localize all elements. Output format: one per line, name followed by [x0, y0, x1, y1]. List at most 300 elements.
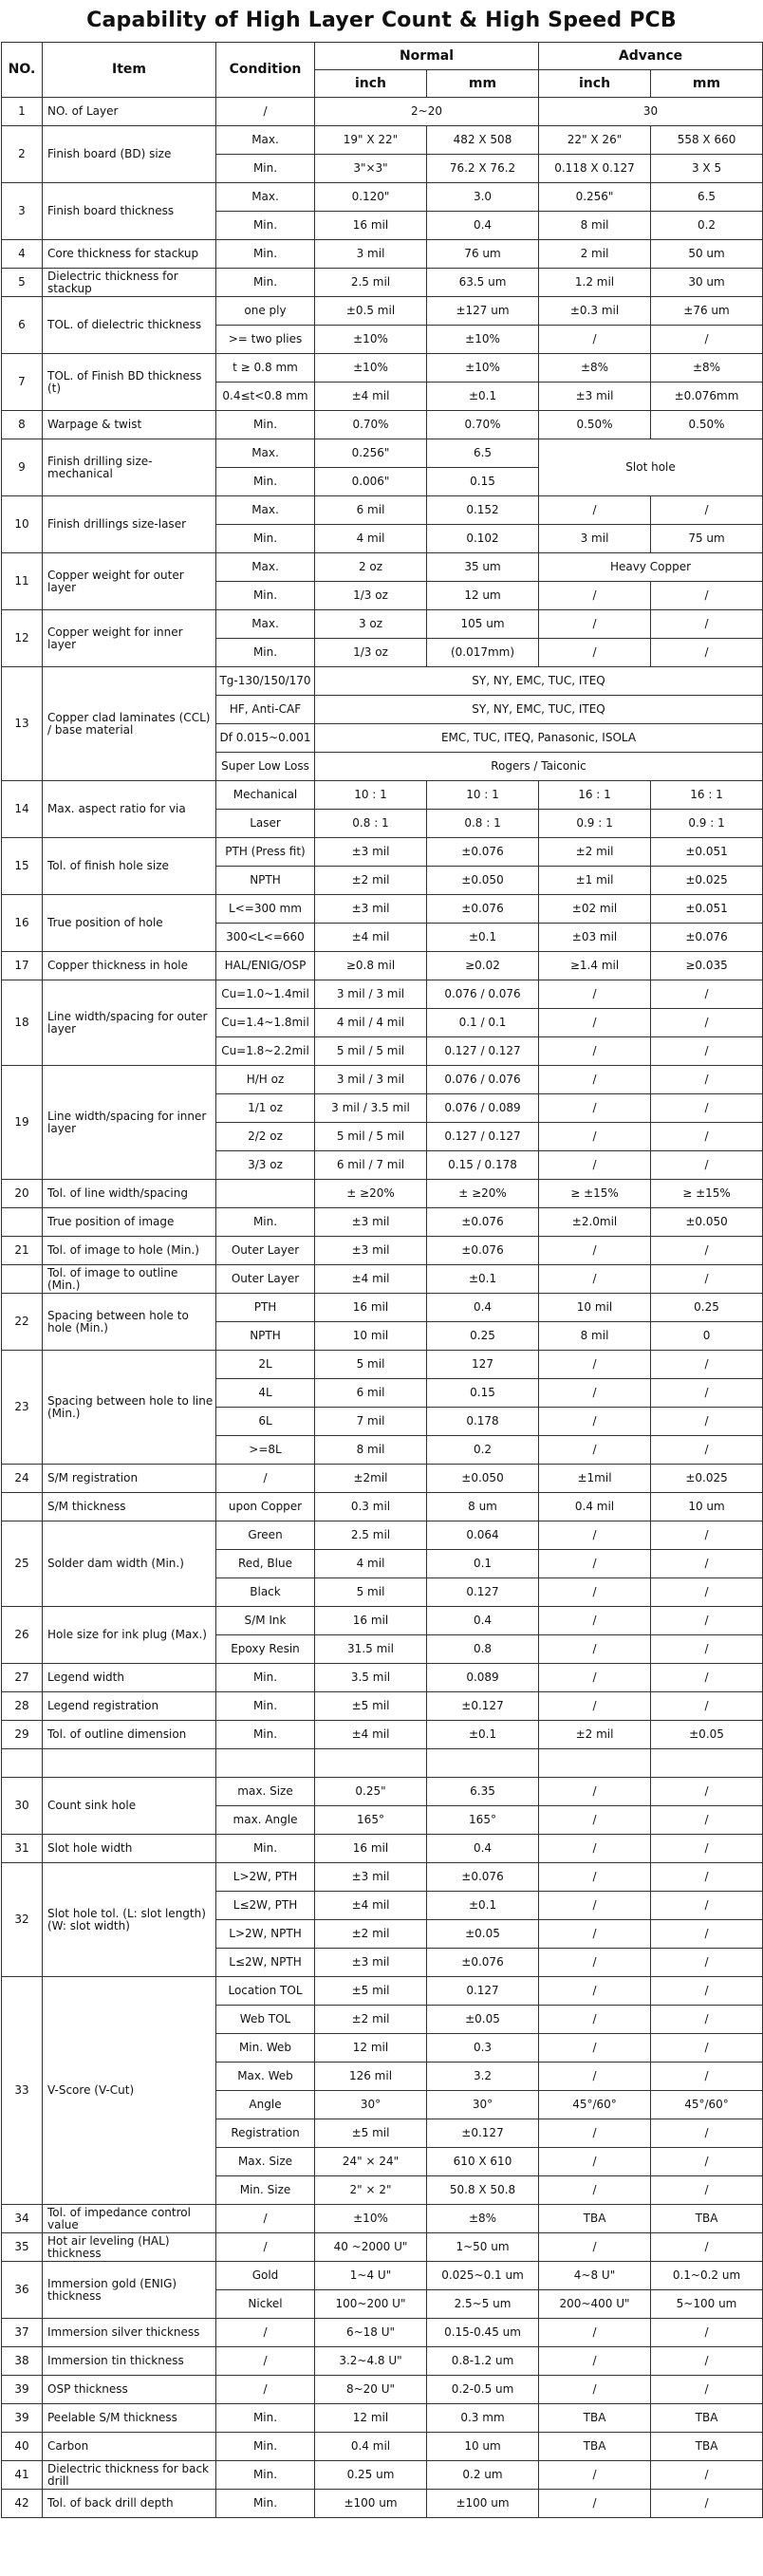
row-number: 38: [2, 2347, 43, 2376]
value-cell: 0.3 mm: [427, 2404, 539, 2433]
value-cell: /: [651, 1066, 763, 1094]
row-number: 16: [2, 895, 43, 952]
value-cell: ±3 mil: [315, 1863, 427, 1892]
value-cell: 3 X 5: [651, 155, 763, 183]
table-row: [2, 1721, 763, 1749]
item-name: Copper weight for outer layer: [43, 553, 216, 610]
item-name: Carbon: [43, 2433, 216, 2461]
value-cell: /: [539, 1436, 651, 1465]
value-cell: /: [651, 1094, 763, 1123]
condition-cell: L≤2W, NPTH: [216, 1949, 315, 1977]
condition-cell: /: [216, 1465, 315, 1493]
item-name: Dielectric thickness for stackup: [43, 269, 216, 297]
value-cell: [651, 1749, 763, 1778]
row-number: 8: [2, 411, 43, 439]
value-cell: 3 mil: [539, 525, 651, 553]
value-cell: 16 : 1: [651, 781, 763, 810]
item-name: Slot hole width: [43, 1835, 216, 1863]
value-cell: ±4 mil: [315, 1892, 427, 1920]
value-cell: 0.50%: [651, 411, 763, 439]
value-cell: 30 um: [651, 269, 763, 297]
value-cell: ±0.3 mil: [539, 297, 651, 326]
value-cell: 0.15: [427, 1379, 539, 1408]
value-cell: ±0.1: [427, 383, 539, 411]
value-cell: /: [539, 2176, 651, 2205]
table-row: [2, 2319, 763, 2347]
condition-cell: Max.: [216, 553, 315, 582]
value-cell: ±76 um: [651, 297, 763, 326]
value-cell: /: [651, 1123, 763, 1151]
value-cell: 0.2-0.5 um: [427, 2376, 539, 2404]
header-normal: Normal: [315, 43, 539, 70]
value-cell: 0.064: [427, 1521, 539, 1550]
value-cell: 22" X 26": [539, 126, 651, 155]
value-cell: ±5 mil: [315, 2119, 427, 2148]
value-cell: 200~400 U": [539, 2290, 651, 2319]
value-cell: 0.50%: [539, 411, 651, 439]
condition-cell: Laser: [216, 810, 315, 838]
value-cell: ±0.076mm: [651, 383, 763, 411]
value-cell: 76.2 X 76.2: [427, 155, 539, 183]
item-name: Copper weight for inner layer: [43, 610, 216, 667]
item-name: Max. aspect ratio for via: [43, 781, 216, 838]
value-cell: 50 um: [651, 240, 763, 269]
table-row: [2, 1294, 763, 1322]
value-cell: 12 mil: [315, 2034, 427, 2063]
table-row: [2, 1465, 763, 1493]
value-cell: 10 : 1: [315, 781, 427, 810]
value-cell: 0.006": [315, 468, 427, 496]
value-cell: ±10%: [427, 354, 539, 383]
value-cell: ≥0.035: [651, 952, 763, 980]
value-cell: 0.15 / 0.178: [427, 1151, 539, 1180]
value-cell: /: [651, 1009, 763, 1037]
row-number: 2: [2, 126, 43, 183]
value-cell: 40 ~2000 U": [315, 2233, 427, 2262]
value-cell: 8~20 U": [315, 2376, 427, 2404]
value-cell: /: [539, 1521, 651, 1550]
value-cell: /: [539, 1123, 651, 1151]
item-name: [43, 1749, 216, 1778]
value-cell: 6.35: [427, 1778, 539, 1806]
value-cell: 0.1: [427, 1550, 539, 1578]
value-cell: /: [651, 1692, 763, 1721]
value-cell: 6 mil: [315, 1379, 427, 1408]
value-cell: ±0.05: [427, 2006, 539, 2034]
value-cell: /: [539, 2347, 651, 2376]
value-cell: /: [651, 1151, 763, 1180]
table-row: [2, 297, 763, 326]
condition-cell: /: [216, 2233, 315, 2262]
item-name: Copper thickness in hole: [43, 952, 216, 980]
value-cell: 24" × 24": [315, 2148, 427, 2176]
value-cell: /: [651, 2006, 763, 2034]
value-cell: 0: [651, 1322, 763, 1351]
value-cell: 0.2: [651, 212, 763, 240]
value-cell: 12 mil: [315, 2404, 427, 2433]
value-cell: /: [539, 1949, 651, 1977]
condition-cell: Super Low Loss: [216, 753, 315, 781]
condition-cell: PTH (Press fit): [216, 838, 315, 867]
condition-cell: /: [216, 2347, 315, 2376]
value-cell: 0.70%: [315, 411, 427, 439]
value-cell: /: [539, 1635, 651, 1664]
condition-cell: Web TOL: [216, 2006, 315, 2034]
value-cell: ≥0.02: [427, 952, 539, 980]
condition-cell: 2L: [216, 1351, 315, 1379]
condition-cell: Mechanical: [216, 781, 315, 810]
value-cell: /: [539, 1578, 651, 1607]
value-cell: ±4 mil: [315, 383, 427, 411]
value-cell: ±3 mil: [315, 838, 427, 867]
value-cell: 0.178: [427, 1408, 539, 1436]
value-cell: /: [651, 1863, 763, 1892]
value-cell: 2.5 mil: [315, 1521, 427, 1550]
value-cell: 0.8 : 1: [427, 810, 539, 838]
condition-cell: Min.: [216, 155, 315, 183]
condition-cell: HAL/ENIG/OSP: [216, 952, 315, 980]
value-cell: 0.076 / 0.076: [427, 980, 539, 1009]
value-cell: /: [539, 1664, 651, 1692]
header-item: Item: [43, 43, 216, 98]
condition-cell: upon Copper: [216, 1493, 315, 1521]
table-row: [2, 1237, 763, 1265]
value-cell: /: [651, 2490, 763, 2518]
value-cell: 3 oz: [315, 610, 427, 639]
value-cell: 0.70%: [427, 411, 539, 439]
item-name: Count sink hole: [43, 1778, 216, 1835]
value-cell: 3 mil: [315, 240, 427, 269]
table-row: [2, 610, 763, 639]
condition-cell: 6L: [216, 1408, 315, 1436]
condition-cell: PTH: [216, 1294, 315, 1322]
condition-cell: Max.: [216, 496, 315, 525]
row-number: 28: [2, 1692, 43, 1721]
value-cell: 3 mil / 3 mil: [315, 1066, 427, 1094]
table-row: [2, 439, 763, 468]
value-cell: /: [651, 639, 763, 667]
row-number: 17: [2, 952, 43, 980]
item-name: Line width/spacing for inner layer: [43, 1066, 216, 1180]
value-cell: ±02 mil: [539, 895, 651, 924]
item-name: Finish board (BD) size: [43, 126, 216, 183]
header-advance-mm: mm: [651, 70, 763, 98]
condition-cell: Registration: [216, 2119, 315, 2148]
value-cell: /: [539, 2461, 651, 2490]
table-row: [2, 1977, 763, 2006]
value-cell: /: [539, 2119, 651, 2148]
condition-cell: 2/2 oz: [216, 1123, 315, 1151]
value-cell: 0.9 : 1: [651, 810, 763, 838]
value-cell: SY, NY, EMC, TUC, ITEQ: [315, 696, 763, 724]
value-cell: ±8%: [651, 354, 763, 383]
value-cell: ±2 mil: [315, 867, 427, 895]
value-cell: 105 um: [427, 610, 539, 639]
value-cell: 50.8 X 50.8: [427, 2176, 539, 2205]
condition-cell: >= two plies: [216, 326, 315, 354]
table-body: [2, 98, 763, 2518]
table-row: [2, 980, 763, 1009]
condition-cell: Cu=1.0~1.4mil: [216, 980, 315, 1009]
value-cell: 5~100 um: [651, 2290, 763, 2319]
item-name: Tol. of impedance control value: [43, 2205, 216, 2233]
table-row: [2, 183, 763, 212]
value-cell: 0.089: [427, 1664, 539, 1692]
value-cell: ±4 mil: [315, 924, 427, 952]
row-number: 21: [2, 1237, 43, 1265]
value-cell: ±0.5 mil: [315, 297, 427, 326]
row-number: 33: [2, 1977, 43, 2205]
value-cell: /: [539, 1977, 651, 2006]
condition-cell: t ≥ 0.8 mm: [216, 354, 315, 383]
value-cell: TBA: [539, 2205, 651, 2233]
value-cell: ±10%: [315, 354, 427, 383]
value-cell: 0.3: [427, 2034, 539, 2063]
header-condition: Condition: [216, 43, 315, 98]
item-name: Spacing between hole to hole (Min.): [43, 1294, 216, 1351]
item-name: Immersion gold (ENIG) thickness: [43, 2262, 216, 2319]
item-name: Tol. of finish hole size: [43, 838, 216, 895]
value-cell: /: [539, 1806, 651, 1835]
condition-cell: Tg-130/150/170: [216, 667, 315, 696]
value-cell: ±3 mil: [315, 1237, 427, 1265]
item-name: Finish board thickness: [43, 183, 216, 240]
table-row: [2, 2262, 763, 2290]
value-cell: 0.076 / 0.089: [427, 1094, 539, 1123]
value-cell: 76 um: [427, 240, 539, 269]
value-cell: 0.256": [315, 439, 427, 468]
value-cell: 0.3 mil: [315, 1493, 427, 1521]
condition-cell: Min. Web: [216, 2034, 315, 2063]
value-cell: /: [539, 2233, 651, 2262]
row-number: 3: [2, 183, 43, 240]
value-cell: /: [651, 1351, 763, 1379]
value-cell: ±8%: [427, 2205, 539, 2233]
condition-cell: [216, 1749, 315, 1778]
value-cell: ≥0.8 mil: [315, 952, 427, 980]
value-cell: 127: [427, 1351, 539, 1379]
value-cell: ±2.0mil: [539, 1208, 651, 1237]
value-cell: /: [651, 2319, 763, 2347]
value-cell: 6 mil / 7 mil: [315, 1151, 427, 1180]
value-cell: /: [651, 1806, 763, 1835]
table-row: [2, 1265, 763, 1294]
header-normal-inch: inch: [315, 70, 427, 98]
value-cell: /: [539, 2006, 651, 2034]
value-cell: ±0.051: [651, 895, 763, 924]
value-cell: /: [651, 1778, 763, 1806]
value-cell: 0.8-1.2 um: [427, 2347, 539, 2376]
condition-cell: 1/1 oz: [216, 1094, 315, 1123]
value-cell: /: [651, 1892, 763, 1920]
row-number: [2, 1749, 43, 1778]
condition-cell: L≤2W, PTH: [216, 1892, 315, 1920]
condition-cell: Max. Web: [216, 2063, 315, 2091]
condition-cell: HF, Anti-CAF: [216, 696, 315, 724]
value-cell: 0.8: [427, 1635, 539, 1664]
value-cell: /: [539, 1094, 651, 1123]
value-cell: /: [539, 1379, 651, 1408]
value-cell: 63.5 um: [427, 269, 539, 297]
value-cell: 5 mil / 5 mil: [315, 1037, 427, 1066]
condition-cell: Min.: [216, 1835, 315, 1863]
value-cell: /: [651, 1578, 763, 1607]
value-cell: /: [651, 496, 763, 525]
value-cell: /: [539, 1351, 651, 1379]
value-cell: ±4 mil: [315, 1721, 427, 1749]
row-number: 32: [2, 1863, 43, 1977]
value-cell: ± ≥20%: [315, 1180, 427, 1208]
value-cell: /: [651, 1436, 763, 1465]
value-cell: 0.4: [427, 212, 539, 240]
condition-cell: Min.: [216, 411, 315, 439]
table-row: [2, 1749, 763, 1778]
condition-cell: >=8L: [216, 1436, 315, 1465]
value-cell: 2~20: [315, 98, 539, 126]
value-cell: ±0.1: [427, 1265, 539, 1294]
item-name: S/M thickness: [43, 1493, 216, 1521]
value-cell: 6.5: [651, 183, 763, 212]
row-number: 13: [2, 667, 43, 781]
value-cell: ±0.076: [427, 895, 539, 924]
row-number: 35: [2, 2233, 43, 2262]
value-cell: ±0.050: [651, 1208, 763, 1237]
table-row: [2, 2433, 763, 2461]
item-name: Tol. of line width/spacing: [43, 1180, 216, 1208]
value-cell: 126 mil: [315, 2063, 427, 2091]
value-cell: 0.076 / 0.076: [427, 1066, 539, 1094]
value-cell: 0.1 / 0.1: [427, 1009, 539, 1037]
table-row: [2, 98, 763, 126]
value-cell: /: [651, 1920, 763, 1949]
value-cell: ±8%: [539, 354, 651, 383]
condition-cell: Green: [216, 1521, 315, 1550]
item-name: True position of hole: [43, 895, 216, 952]
value-cell: ±0.05: [427, 1920, 539, 1949]
value-cell: /: [651, 1379, 763, 1408]
item-name: True position of image: [43, 1208, 216, 1237]
item-name: Solder dam width (Min.): [43, 1521, 216, 1607]
value-cell: /: [539, 1920, 651, 1949]
value-cell: 16 mil: [315, 1607, 427, 1635]
item-name: Warpage & twist: [43, 411, 216, 439]
item-name: OSP thickness: [43, 2376, 216, 2404]
item-name: Finish drillings size-laser: [43, 496, 216, 553]
value-cell: ±3 mil: [315, 1208, 427, 1237]
value-cell: /: [651, 2347, 763, 2376]
condition-cell: Location TOL: [216, 1977, 315, 2006]
condition-cell: H/H oz: [216, 1066, 315, 1094]
value-cell: 16 mil: [315, 1294, 427, 1322]
condition-cell: Min.: [216, 582, 315, 610]
condition-cell: Min.: [216, 1692, 315, 1721]
value-cell: /: [651, 2063, 763, 2091]
value-cell: 10 um: [651, 1493, 763, 1521]
value-cell: 0.127 / 0.127: [427, 1123, 539, 1151]
value-cell: 0.4 mil: [539, 1493, 651, 1521]
value-cell: 3 mil / 3.5 mil: [315, 1094, 427, 1123]
value-cell: 0.025~0.1 um: [427, 2262, 539, 2290]
row-number: 10: [2, 496, 43, 553]
value-cell: 5 mil: [315, 1351, 427, 1379]
condition-cell: NPTH: [216, 867, 315, 895]
value-cell: ±0.051: [651, 838, 763, 867]
value-cell: 0.4: [427, 1607, 539, 1635]
value-cell: /: [539, 2490, 651, 2518]
value-cell: 0.9 : 1: [539, 810, 651, 838]
value-cell: 4~8 U": [539, 2262, 651, 2290]
condition-cell: Cu=1.4~1.8mil: [216, 1009, 315, 1037]
condition-cell: Min.: [216, 2433, 315, 2461]
condition-cell: Outer Layer: [216, 1265, 315, 1294]
value-cell: ±2 mil: [539, 838, 651, 867]
value-cell: 0.25": [315, 1778, 427, 1806]
value-cell: 30°: [315, 2091, 427, 2119]
value-cell: /: [539, 2148, 651, 2176]
condition-cell: 4L: [216, 1379, 315, 1408]
value-cell: 0.102: [427, 525, 539, 553]
row-number: 6: [2, 297, 43, 354]
value-cell: 1~4 U": [315, 2262, 427, 2290]
table-row: [2, 354, 763, 383]
row-number: 15: [2, 838, 43, 895]
value-cell: /: [539, 2319, 651, 2347]
value-cell: ±0.1: [427, 1892, 539, 1920]
row-number: 36: [2, 2262, 43, 2319]
table-row: [2, 1664, 763, 1692]
value-cell: 2" × 2": [315, 2176, 427, 2205]
table-row: [2, 2347, 763, 2376]
condition-cell: /: [216, 98, 315, 126]
item-name: Peelable S/M thickness: [43, 2404, 216, 2433]
item-name: Tol. of image to hole (Min.): [43, 1237, 216, 1265]
value-cell: 30: [539, 98, 763, 126]
condition-cell: Max.: [216, 126, 315, 155]
value-cell: /: [539, 980, 651, 1009]
value-cell: /: [539, 2034, 651, 2063]
capability-table: [1, 42, 763, 2518]
table-row: [2, 1351, 763, 1379]
value-cell: 10 mil: [315, 1322, 427, 1351]
row-number: 14: [2, 781, 43, 838]
condition-cell: NPTH: [216, 1322, 315, 1351]
value-cell: /: [539, 2376, 651, 2404]
value-cell: /: [651, 1037, 763, 1066]
item-name: Immersion tin thickness: [43, 2347, 216, 2376]
value-cell: /: [651, 2376, 763, 2404]
value-cell: 165°: [315, 1806, 427, 1835]
value-cell: ±100 um: [315, 2490, 427, 2518]
condition-cell: L>2W, PTH: [216, 1863, 315, 1892]
value-cell: 0.1~0.2 um: [651, 2262, 763, 2290]
value-cell: 6~18 U": [315, 2319, 427, 2347]
value-cell: ±03 mil: [539, 924, 651, 952]
value-cell: 0.4: [427, 1835, 539, 1863]
condition-cell: Nickel: [216, 2290, 315, 2319]
table-row: [2, 2376, 763, 2404]
value-cell: /: [651, 1237, 763, 1265]
row-number: 40: [2, 2433, 43, 2461]
value-cell: ±100 um: [427, 2490, 539, 2518]
value-cell: 0.118 X 0.127: [539, 155, 651, 183]
value-cell: 16 : 1: [539, 781, 651, 810]
value-cell: /: [651, 2461, 763, 2490]
value-cell: /: [539, 1408, 651, 1436]
value-cell: /: [651, 610, 763, 639]
condition-cell: L>2W, NPTH: [216, 1920, 315, 1949]
value-cell: /: [539, 582, 651, 610]
condition-cell: Min.: [216, 2490, 315, 2518]
